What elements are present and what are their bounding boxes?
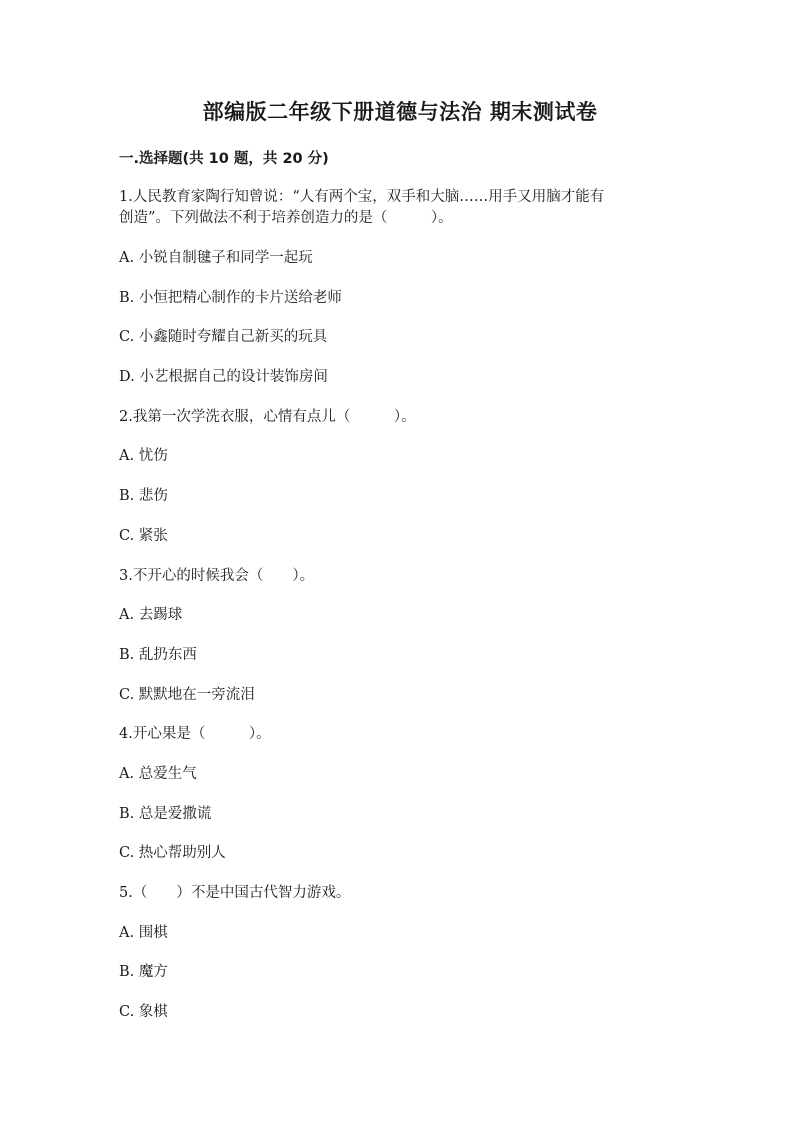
- question-1-option-c: C. 小鑫随时夸耀自己新买的玩具: [119, 329, 328, 345]
- question-2-stem: 2.我第一次学洗衣服，心情有点儿（ ）。: [119, 409, 416, 425]
- question-3-option-c: C. 默默地在一旁流泪: [119, 687, 255, 703]
- question-5-stem: 5.（ ）不是中国古代智力游戏。: [119, 885, 351, 901]
- question-3-stem: 3.不开心的时候我会（ ）。: [119, 568, 315, 584]
- question-2-option-c: C. 紧张: [119, 528, 168, 544]
- question-1-option-a: A. 小锐自制毽子和同学一起玩: [119, 250, 313, 266]
- question-5-option-c: C. 象棋: [119, 1004, 168, 1020]
- question-2-option-b: B. 悲伤: [119, 488, 168, 504]
- page-title: 部编版二年级下册道德与法治 期末测试卷: [202, 100, 598, 124]
- question-4-stem: 4.开心果是（ ）。: [119, 726, 271, 742]
- question-3-option-a: A. 去踢球: [119, 607, 183, 623]
- question-4-option-c: C. 热心帮助别人: [119, 845, 226, 861]
- question-4-option-b: B. 总是爱撒谎: [119, 806, 212, 822]
- question-3-option-b: B. 乱扔东西: [119, 647, 197, 663]
- question-1-option-d: D. 小艺根据自己的设计装饰房间: [119, 369, 328, 385]
- section-heading: 一.选择题(共 10 题，共 20 分): [119, 151, 329, 167]
- question-1-option-b: B. 小恒把精心制作的卡片送给老师: [119, 290, 342, 306]
- question-5-option-b: B. 魔方: [119, 964, 168, 980]
- question-5-option-a: A. 围棋: [119, 925, 168, 941]
- question-2-option-a: A. 忧伤: [119, 448, 168, 464]
- question-1-stem-line-2: 创造”。下列做法不利于培养创造力的是（ ）。: [119, 210, 453, 226]
- question-1-stem-line-1: 1.人民教育家陶行知曾说：“人有两个宝，双手和大脑……用手又用脑才能有: [119, 189, 605, 205]
- question-4-option-a: A. 总爱生气: [119, 766, 197, 782]
